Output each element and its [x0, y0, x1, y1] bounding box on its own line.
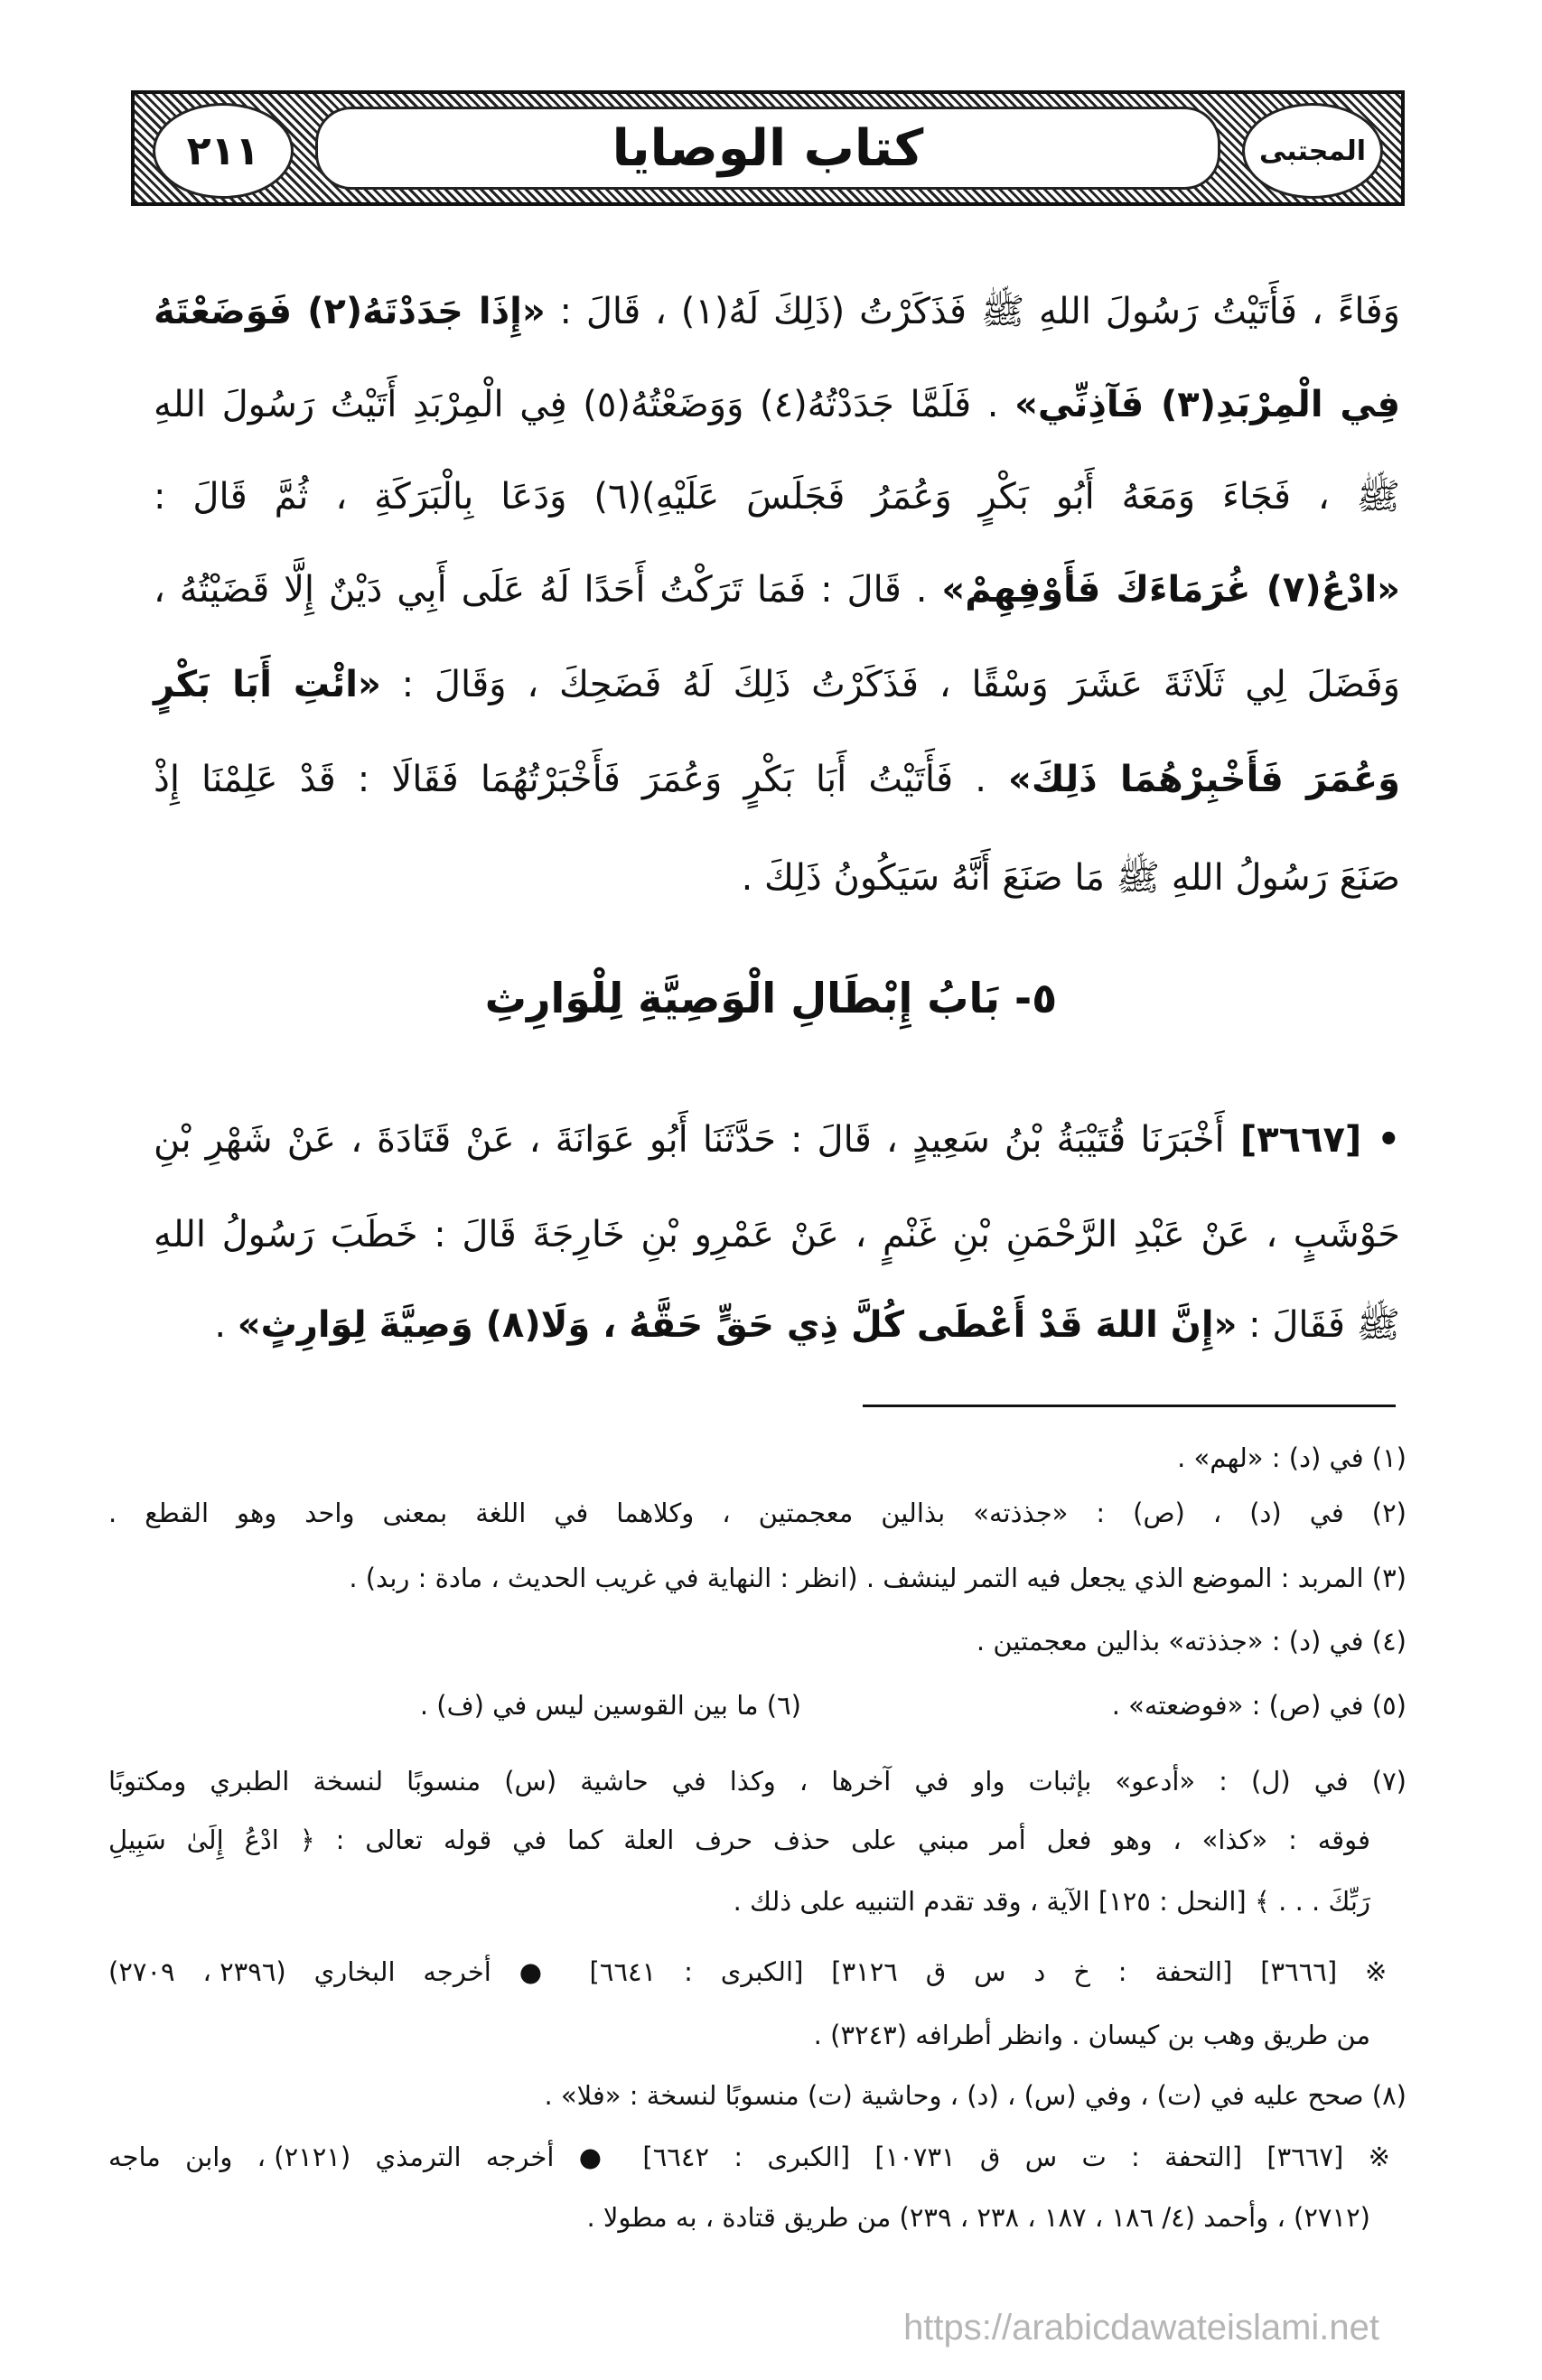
footnote-line: من طريق وهب بن كيسان . وانظر أطرافه (٣٢٤٣) .	[813, 2020, 1370, 2050]
footnote-line: (٨) صحح عليه في (ت) ، وفي (س) ، (د) ، وحاشية (ت) منسوبًا لنسخة : «فلا» .	[544, 2080, 1406, 2111]
bold-text-segment: «ائْتِ أَبَا بَكْرٍ	[154, 664, 381, 705]
text-line	[154, 658, 1400, 712]
text-segment: ﷺ فَقَالَ :	[1237, 1304, 1400, 1346]
bold-text-segment: وَعُمَرَ فَأَخْبِرْهُمَا ذَلِكَ»	[1008, 759, 1400, 800]
page-number: ٢١١	[153, 103, 294, 199]
text-segment: . فَأَتَيْتُ أَبَا بَكْرٍ وَعُمَرَ فَأَخْبَرْتُهُمَا فَقَالَا : قَدْ عَلِمْنَا إِذْ	[154, 759, 1009, 800]
bold-text-segment: فِي الْمِرْبَدِ(٣) فَآذِنِّي»	[1014, 384, 1401, 425]
footnote-line: ※ [٣٦٦٧] [التحفة : ت س ق ١٠٧٣١] [الكبرى : ٦٦٤٢] ● أخرجه الترمذي (٢١٢١) ، وابن ماجه	[108, 2142, 1406, 2172]
footnote-line: (١) في (د) : «لهم» .	[1177, 1442, 1406, 1473]
text-segment: حَوْشَبٍ ، عَنْ عَبْدِ الرَّحْمَنِ بْنِ غَنْمٍ ، عَنْ عَمْرِو بْنِ خَارِجَةَ قَالَ : خَطَبَ رَسُولُ اللهِ	[154, 1214, 1400, 1255]
footnote-line: (٣) المربد : الموضع الذي يجعل فيه التمر لينشف . (انظر : النهاية في غريب الحديث ، مادة : ربد) .	[349, 1563, 1406, 1593]
book-title: كتاب الوصايا	[612, 118, 924, 178]
footnote-line: ※ [٣٦٦٦] [التحفة : خ د س ق ٣١٢٦] [الكبرى : ٦٦٤١] ● أخرجه البخاري (٢٣٩٦ ، ٢٧٠٩)	[108, 1956, 1407, 1987]
text-segment: وَفَاءً ، فَأَتَيْتُ رَسُولَ اللهِ ﷺ فَذَكَرْتُ (ذَلِكَ لَهُ(١) ، قَالَ :	[545, 291, 1400, 332]
bold-text-segment: «إِنَّ اللهَ قَدْ أَعْطَى كُلَّ ذِي حَقٍّ حَقَّهُ ، وَلَا(٨) وَصِيَّةَ لِوَارِثٍ»	[237, 1304, 1238, 1346]
footnote-line: رَبِّكَ . . . ﴾ [النحل : ١٢٥] الآية ، وقد تقدم التنبيه على ذلك .	[733, 1886, 1370, 1917]
text-line	[154, 563, 1400, 617]
footnote-line: (٧) في (ل) : «أدعو» بإثبات واو في آخرها ، وكذا في حاشية (س) منسوبًا لنسخة الطبري ومكتوبًا	[108, 1766, 1406, 1797]
hadith-line	[154, 1113, 1400, 1167]
text-segment: . فَلَمَّا جَدَدْتُهُ(٤) وَوَضَعْتُهُ(٥) فِي الْمِرْبَدِ أَتَيْتُ رَسُولَ اللهِ	[154, 384, 1015, 425]
text-line	[154, 285, 1400, 339]
bold-text-segment: «ادْعُ(٧) غُرَمَاءَكَ فَأَوْفِهِمْ»	[941, 569, 1400, 611]
footnote-line: (٥) في (ص) : «فوضعته» .	[1111, 1690, 1406, 1721]
text-line	[154, 470, 1400, 524]
text-line	[154, 378, 1400, 432]
text-segment: صَنَعَ رَسُولُ اللهِ ﷺ مَا صَنَعَ أَنَّهُ سَيَكُونُ ذَلِكَ .	[741, 857, 1400, 899]
footnote-line: (٢) في (د) ، (ص) : «جذذته» بذالين معجمتين ، وكلاهما في اللغة بمعنى واحد وهو القطع .	[108, 1498, 1406, 1528]
footnote-line: (٤) في (د) : «جذذته» بذالين معجمتين .	[976, 1626, 1406, 1657]
footnote-divider	[863, 1405, 1396, 1407]
hadith-line	[154, 1208, 1400, 1262]
text-segment: أَخْبَرَنَا قُتَيْبَةُ بْنُ سَعِيدٍ ، قَالَ : حَدَّثَنَا أَبُو عَوَانَةَ ، عَنْ قَتَادَةَ ، عَنْ شَهْرِ بْنِ	[154, 1119, 1225, 1161]
watermark-url: https://arabicdawateislami.net	[903, 2308, 1379, 2347]
text-segment: .	[214, 1304, 238, 1346]
chapter-heading: ٥- بَابُ إِبْطَالِ الْوَصِيَّةِ لِلْوَارِثِ	[484, 974, 1058, 1022]
text-segment: . قَالَ : فَمَا تَرَكْتُ أَحَدًا لَهُ عَلَى أَبِي دَيْنٌ إِلَّا قَضَيْتُهُ ،	[154, 569, 942, 611]
text-line	[154, 851, 1400, 905]
page-header-frame	[131, 90, 1405, 206]
hadith-line	[154, 1298, 1400, 1352]
text-segment: وَفَضَلَ لِي ثَلَاثَةَ عَشَرَ وَسْقًا ، فَذَكَرْتُ ذَلِكَ لَهُ فَضَحِكَ ، وَقَالَ :	[380, 664, 1400, 705]
bold-text-segment: • [٣٦٦٧]	[1224, 1119, 1401, 1161]
footnote-line: فوقه : «كذا» ، وهو فعل أمر مبني على حذف حرف العلة كما في قوله تعالى : ﴿ ادْعُ إِلَىٰ سَبِيلِ	[108, 1825, 1370, 1855]
text-segment: ﷺ ، فَجَاءَ وَمَعَهُ أَبُو بَكْرٍ وَعُمَرُ فَجَلَسَ عَلَيْهِ)(٦) وَدَعَا بِالْبَرَكَةِ ، ثُمَّ قَالَ :	[154, 476, 1400, 518]
footnote-line: (٦) ما بين القوسين ليس في (ف) .	[419, 1690, 801, 1721]
footnote-line: (٢٧١٢) ، وأحمد (٤/ ١٨٦ ، ١٨٧ ، ٢٣٨ ، ٢٣٩) من طريق قتادة ، به مطولا .	[586, 2202, 1370, 2233]
book-logo: المجتبى	[1242, 103, 1383, 199]
header-title-cartouche	[315, 107, 1220, 190]
text-line	[154, 752, 1400, 807]
bold-text-segment: «إِذَا جَدَدْتَهُ(٢) فَوَضَعْتَهُ	[154, 291, 546, 332]
